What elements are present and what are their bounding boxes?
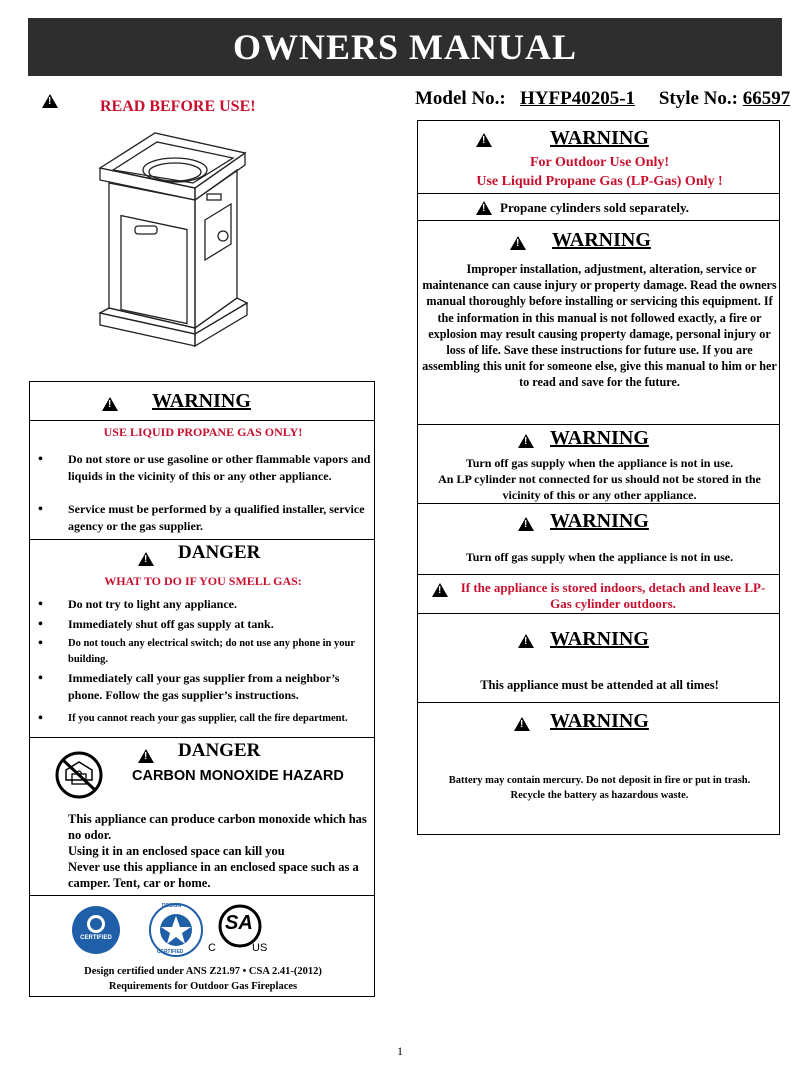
smell-gas-list <box>30 596 365 727</box>
warning-heading: WARNING <box>550 710 649 732</box>
battery-line2: Recycle the battery as hazardous waste. <box>510 790 689 801</box>
read-before-use <box>42 92 58 110</box>
attended-warning-box <box>417 613 780 703</box>
installation-warning-text: Improper installation, adjustment, alteration, service or maintenance can cause injury or property damage. Read the owners manual thoroughly before installing or servicing this equipment. If the information in this manual is not followed exactly, a fire or explosion may result causing property damage, personal injury or loss of life. Save these instructions for future use. If you are assembling this unit for someone else, give this manual to him or her to read and save for the future. <box>422 262 777 390</box>
design-logo-text: DESIGN <box>162 903 182 909</box>
danger-heading: DANGER <box>178 542 261 563</box>
danger-heading: DANGER <box>178 740 261 761</box>
warning-triangle-icon <box>432 583 448 597</box>
turn-off-text: Turn off gas supply when the appliance is not in use. <box>465 550 734 564</box>
attended-text: This appliance must be attended at all times! <box>480 678 719 692</box>
carbon-monoxide-subheading: CARBON MONOXIDE HAZARD <box>132 768 344 784</box>
lp-gas-only-text: Use Liquid Propane Gas (LP-Gas) Only ! <box>476 174 723 189</box>
propane-note-text: Propane cylinders sold separately. <box>500 200 689 215</box>
certified-logo-text: CERTIFIED <box>80 935 112 941</box>
list-item: • Immediately call your gas supplier from a neighbor’s phone. Follow the gas supplier’s instructions. <box>30 670 365 704</box>
warning-heading: WARNING <box>550 427 649 449</box>
list-item: • Do not store or use gasoline or other flammable vapors and liquids in the vicinity of this or any other appliance. <box>30 451 375 485</box>
style-number: 66597 <box>742 88 791 109</box>
warning-triangle-icon <box>138 552 154 566</box>
carbon-monoxide-danger-box <box>29 737 375 896</box>
style-label: Style No.: <box>658 88 738 109</box>
lp-warning-body-box <box>29 420 375 540</box>
lp-warning-header-box <box>29 381 375 421</box>
battery-text <box>418 773 781 803</box>
warning-heading: WARNING <box>550 127 649 149</box>
model-line <box>415 88 790 110</box>
installation-warning-box <box>417 220 780 425</box>
gas-supply-text <box>418 455 781 503</box>
warning-heading: WARNING <box>550 628 649 650</box>
certification-text <box>30 964 376 994</box>
certification-line1: Design certified under ANS Z21.97 • CSA 2.41-(2012) <box>84 966 322 977</box>
warning-triangle-icon <box>42 94 58 108</box>
warning-triangle-icon <box>518 517 534 531</box>
model-number: HYFP40205-1 <box>520 88 636 109</box>
certified-logo-icon <box>70 904 122 956</box>
lp-only-text: USE LIQUID PROPANE GAS ONLY! <box>103 425 303 439</box>
certification-box <box>29 895 375 997</box>
list-item: • Service must be performed by a qualified installer, service agency or the gas supplier. <box>30 501 375 535</box>
carbon-monoxide-text <box>68 811 373 891</box>
smell-gas-danger-box <box>29 539 375 738</box>
warning-triangle-icon <box>510 236 526 250</box>
gas-supply-line2: An LP cylinder not connected for us should not be stored in the vicinity of this or any other appliance. <box>438 472 761 502</box>
warning-triangle-icon <box>138 749 154 763</box>
csa-c-mark: C <box>208 942 216 954</box>
page-title: OWNERS MANUAL <box>28 18 782 76</box>
list-item: • Do not try to light any appliance. <box>30 596 365 613</box>
outdoor-only-text: For Outdoor Use Only! <box>529 155 670 170</box>
model-label: Model No.: <box>415 88 506 109</box>
warning-triangle-icon <box>476 133 492 147</box>
warning-triangle-icon <box>102 397 118 411</box>
lp-warning-list <box>30 451 375 535</box>
co-line: This appliance can produce carbon monoxide which has no odor. <box>68 812 367 842</box>
warning-triangle-icon <box>514 717 530 731</box>
read-before-use-text: READ BEFORE USE! <box>100 98 256 115</box>
co-line: Never use this appliance in an enclosed space such as a camper. Tent, car or home. <box>68 860 359 890</box>
indoor-storage-text: If the appliance is stored indoors, detach and leave LP-Gas cylinder outdoors. <box>460 580 766 611</box>
list-item: • If you cannot reach your gas supplier, call the fire department. <box>30 711 365 727</box>
battery-warning-box <box>417 702 780 835</box>
fire-pit-column-illustration <box>95 128 255 348</box>
propane-note-box <box>417 193 780 221</box>
indoor-storage-box <box>417 574 780 614</box>
warning-triangle-icon <box>518 634 534 648</box>
co-line: Using it in an enclosed space can kill you <box>68 844 285 858</box>
warning-heading: WARNING <box>552 229 651 251</box>
page-number: 1 <box>397 1044 403 1058</box>
warning-heading: WARNING <box>152 390 251 412</box>
warning-heading: WARNING <box>550 510 649 532</box>
turn-off-warning-box <box>417 503 780 575</box>
outdoor-warning-box <box>417 120 780 194</box>
certification-line2: Requirements for Outdoor Gas Fireplaces <box>108 981 298 992</box>
csa-logo-text: SA <box>225 912 253 934</box>
list-item: • Immediately shut off gas supply at tank. <box>30 616 365 633</box>
warning-triangle-icon <box>476 201 492 215</box>
gas-supply-warning-box <box>417 424 780 504</box>
gas-supply-line1: Turn off gas supply when the appliance is not in use. <box>465 456 734 470</box>
design-logo-text: CERTIFIED <box>157 949 184 955</box>
list-item: • Do not touch any electrical switch; do not use any phone in your building. <box>30 636 365 668</box>
smell-gas-subheading: WHAT TO DO IF YOU SMELL GAS: <box>104 574 302 588</box>
battery-line1: Battery may contain mercury. Do not deposit in fire or put in trash. <box>448 775 751 786</box>
warning-triangle-icon <box>518 434 534 448</box>
no-indoor-use-icon <box>48 750 110 800</box>
csa-us-mark: US <box>252 942 268 954</box>
